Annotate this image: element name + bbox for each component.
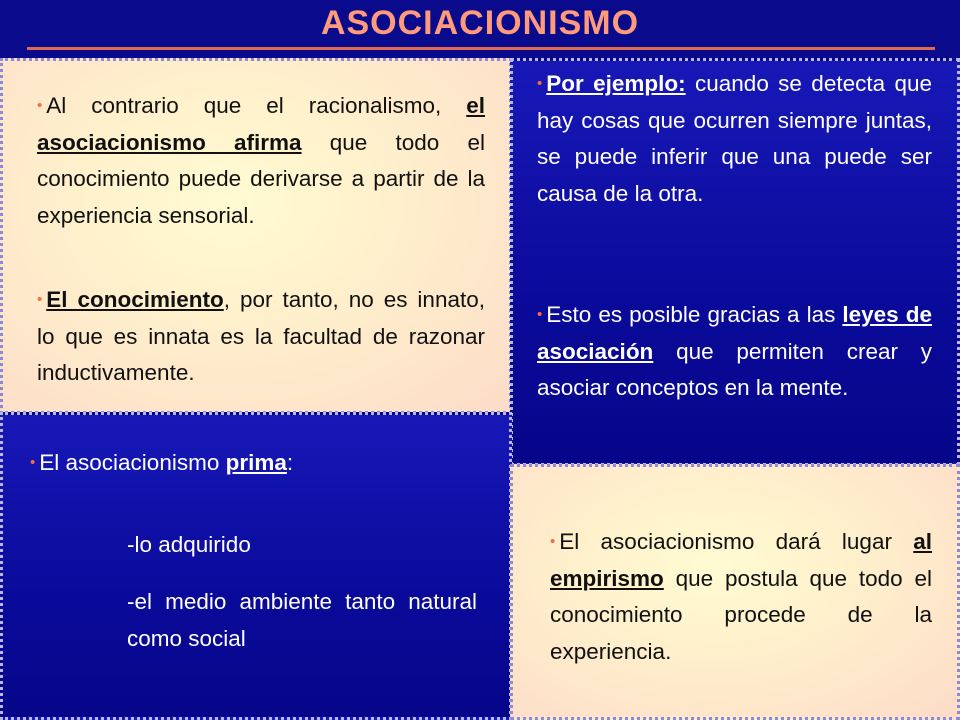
- paragraph-racionalismo: • Al contrario que el racionalismo, el asociacionismo afirma que todo el conocimiento puede derivarse a partir de la experiencia sensorial.: [37, 93, 485, 228]
- paragraph-empirismo: • El asociacionismo dará lugar al empirismo que postula que todo el conocimiento procede de la experiencia.: [550, 529, 932, 664]
- emphasis-el-conocimiento: El conocimiento: [46, 287, 224, 312]
- paragraph-leyes-asociacion: • Esto es posible gracias a las leyes de asociación que permiten crear y asociar conceptos en la mente.: [537, 302, 932, 400]
- list-item-medio-ambiente: -el medio ambiente tanto natural como social: [127, 589, 477, 651]
- bullet-icon: •: [537, 306, 543, 323]
- emphasis-por-ejemplo: Por ejemplo:: [546, 71, 686, 96]
- bullet-icon: •: [30, 454, 36, 471]
- bullet-icon: •: [37, 97, 43, 114]
- emphasis-al-empirismo: al empirismo: [550, 529, 932, 591]
- emphasis-asociacionismo-afirma: el asociacionismo afirma: [37, 93, 485, 155]
- emphasis-prima: prima: [225, 450, 287, 475]
- paragraph-conocimiento: • El conocimiento, por tanto, no es innato, lo que es innata es la facultad de razonar inductivamente.: [37, 287, 485, 385]
- title-underline: [27, 47, 935, 50]
- bullet-icon: •: [550, 533, 556, 550]
- bullet-icon: •: [537, 75, 543, 92]
- list-item-adquirido: -lo adquirido: [127, 532, 251, 557]
- page-title: ASOCIACIONISMO: [320, 4, 640, 42]
- bullet-icon: •: [37, 291, 43, 308]
- paragraph-asociacionismo-prima: • El asociacionismo prima:: [30, 450, 294, 475]
- emphasis-leyes-de-asociacion: leyes de asociación: [537, 302, 932, 364]
- paragraph-por-ejemplo: • Por ejemplo: cuando se detecta que hay cosas que ocurren siempre juntas, se puede inferir que una puede ser causa de la otra.: [537, 71, 933, 206]
